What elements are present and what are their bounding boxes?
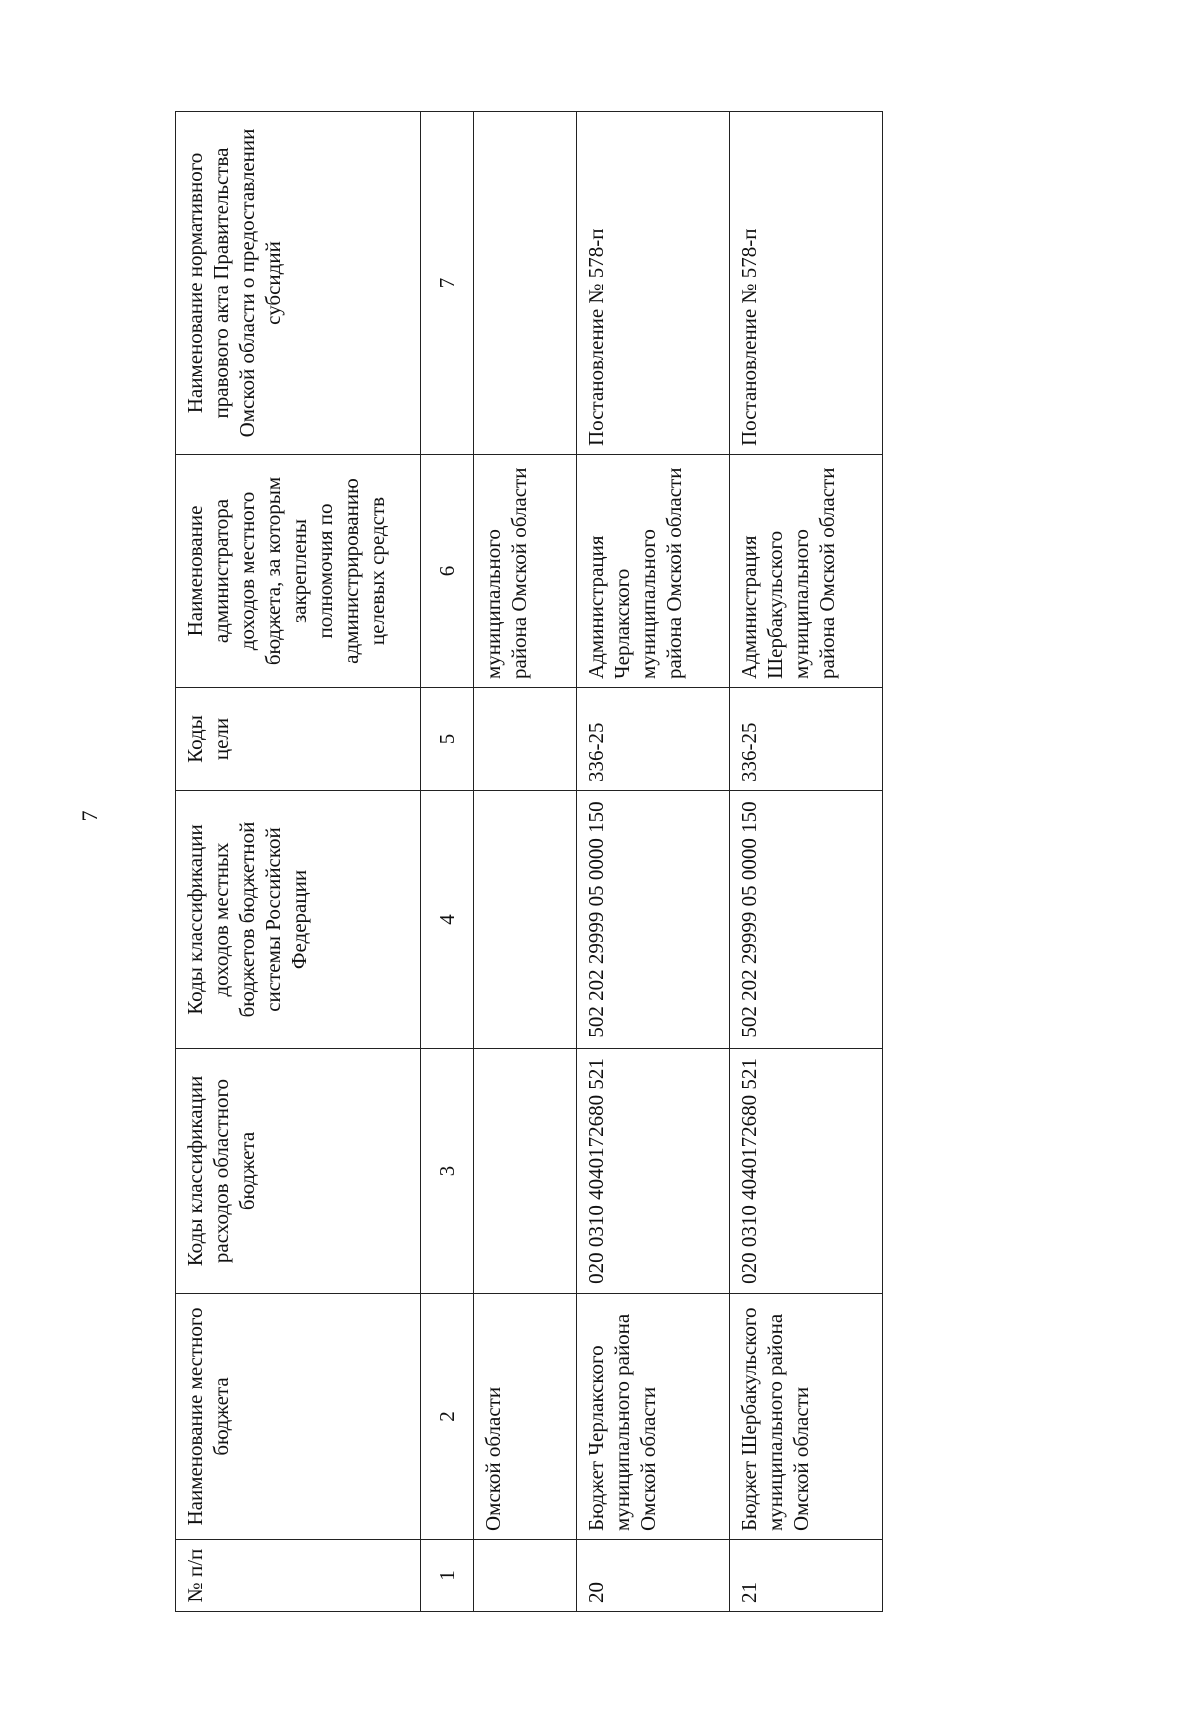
legal-act-cell: Постановление № 578-п (577, 112, 730, 455)
header-cell-budget-name: Наименование местного бюджета (176, 1294, 421, 1540)
header-cell-income-codes: Коды классификации доходов местных бюджетов бюджетной системы Российской Федерации (176, 791, 421, 1049)
expense-code-cell: 020 0310 4040172680 521 (730, 1049, 883, 1294)
administrator-cell: Администрация Черлакского муниципального района Омской области (577, 455, 730, 688)
page-number: 7 (77, 810, 102, 822)
table-header-row (176, 112, 421, 1612)
budget-name-cell: Бюджет Шербакульского муниципального района Омской области (730, 1294, 883, 1540)
table-cell (474, 1540, 577, 1612)
table-cell (474, 688, 577, 791)
row-number-cell: 20 (577, 1540, 730, 1612)
column-number-cell: 3 (421, 1049, 474, 1294)
continuation-row (474, 112, 577, 1612)
header-cell-administrator: Наименование администратора доходов местного бюджета, за которым закреплены полномочия по администрированию целевых средств (176, 455, 421, 688)
purpose-code-cell: 336-25 (730, 688, 883, 791)
expense-code-cell: 020 0310 4040172680 521 (577, 1049, 730, 1294)
legal-act-cell: Постановление № 578-п (730, 112, 883, 455)
table-cell: Омской области (474, 1294, 577, 1540)
table-cell (474, 1049, 577, 1294)
income-code-cell: 502 202 29999 05 0000 150 (730, 791, 883, 1049)
header-cell-purpose-codes: Коды цели (176, 688, 421, 791)
budget-name-cell: Бюджет Черлакского муниципального района Омской области (577, 1294, 730, 1540)
column-number-cell: 7 (421, 112, 474, 455)
subsidy-table (175, 111, 883, 1612)
purpose-code-cell: 336-25 (577, 688, 730, 791)
table-cell (474, 112, 577, 455)
table-cell: муниципального района Омской области (474, 455, 577, 688)
table-row (730, 112, 883, 1612)
administrator-cell: Администрация Шербакульского муниципального района Омской области (730, 455, 883, 688)
column-number-cell: 5 (421, 688, 474, 791)
rotated-table-container (175, 112, 905, 1612)
column-number-row (421, 112, 474, 1612)
column-number-cell: 1 (421, 1540, 474, 1612)
column-number-cell: 6 (421, 455, 474, 688)
header-cell-legal-act: Наименование нормативного правового акта Правительства Омской области о предоставлении субсидий (176, 112, 421, 455)
income-code-cell: 502 202 29999 05 0000 150 (577, 791, 730, 1049)
row-number-cell: 21 (730, 1540, 883, 1612)
column-number-cell: 2 (421, 1294, 474, 1540)
column-number-cell: 4 (421, 791, 474, 1049)
header-cell-expense-codes: Коды классификации расходов областного бюджета (176, 1049, 421, 1294)
header-cell-number: № п/п (176, 1540, 421, 1612)
table-row (577, 112, 730, 1612)
table-cell (474, 791, 577, 1049)
